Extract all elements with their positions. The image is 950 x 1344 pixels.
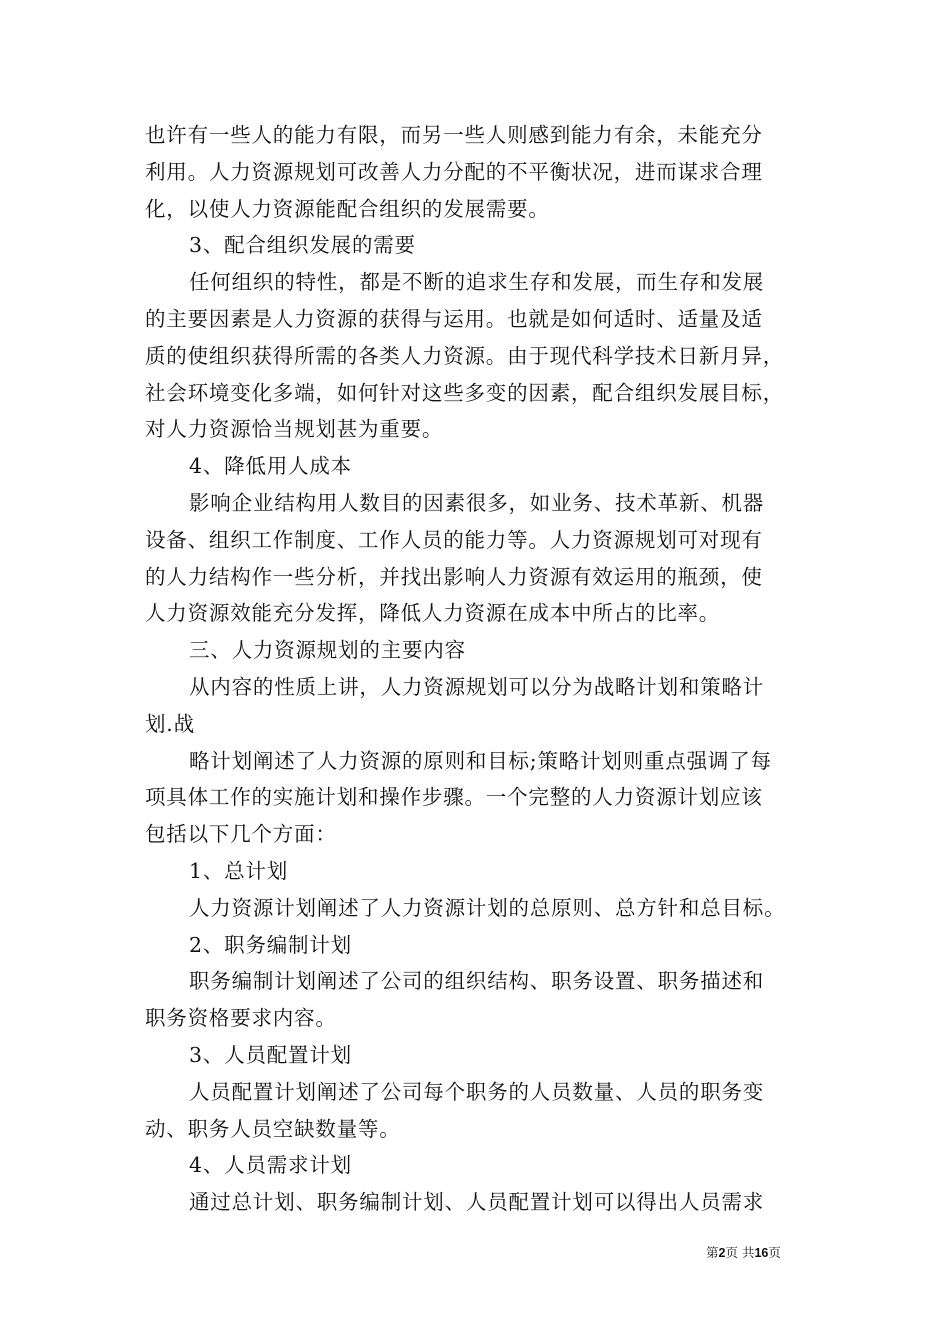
footer-prefix: 第 — [706, 1245, 719, 1260]
section-heading: 4、人员需求计划 — [189, 1153, 352, 1178]
section-heading: 3、配合组织发展的需要 — [189, 233, 416, 258]
text-line: 任何组织的特性，都是不断的追求生存和发展，而生存和发展 — [189, 270, 765, 295]
text-line: 职务资格要求内容。 — [145, 1006, 337, 1031]
text-line: 人力资源计划阐述了人力资源计划的总原则、总方针和总目标。 — [189, 895, 786, 920]
footer-total-pages: 16 — [754, 1246, 769, 1260]
text-line: 项具体工作的实施计划和操作步骤。一个完整的人力资源计划应该 — [145, 785, 763, 810]
section-heading: 1、总计划 — [189, 859, 289, 883]
text-line: 划.战 — [145, 711, 195, 736]
text-line: 也许有一些人的能力有限，而另一些人则感到能力有余，未能充分 — [145, 123, 763, 147]
text-line: 质的使组织获得所需的各类人力资源。由于现代科学技术日新月异， — [145, 343, 784, 368]
section-heading: 4、降低用人成本 — [189, 454, 352, 479]
text-line: 动、职务人员空缺数量等。 — [145, 1116, 401, 1141]
text-line: 利用。人力资源规划可改善人力分配的不平衡状况，进而谋求合理 — [145, 159, 763, 184]
text-line: 社会环境变化多端，如何针对这些多变的因素，配合组织发展目标， — [145, 380, 784, 405]
text-line: 人员配置计划阐述了公司每个职务的人员数量、人员的职务变 — [189, 1079, 765, 1104]
text-line: 设备、组织工作制度、工作人员的能力等。人力资源规划可对现有 — [145, 527, 763, 552]
text-line: 从内容的性质上讲，人力资源规划可以分为战略计划和策略计 — [189, 675, 765, 699]
text-line: 的主要因素是人力资源的获得与运用。也就是如何适时、适量及适 — [145, 307, 763, 331]
text-line: 略计划阐述了人力资源的原则和目标;策略计划则重点强调了每 — [189, 748, 772, 773]
footer-page-number: 2 — [718, 1246, 726, 1260]
text-line: 影响企业结构用人数目的因素很多，如业务、技术革新、机器 — [189, 491, 765, 515]
footer-middle: 页 共 — [725, 1245, 755, 1260]
text-line: 人力资源效能充分发挥，降低人力资源在成本中所占的比率。 — [145, 601, 721, 626]
text-line: 通过总计划、职务编制计划、人员配置计划可以得出人员需求 — [189, 1190, 765, 1215]
text-line: 包括以下几个方面： — [145, 822, 337, 847]
text-line: 对人力资源恰当规划甚为重要。 — [145, 417, 444, 442]
section-heading: 三、人力资源规划的主要内容 — [189, 638, 466, 663]
section-heading: 2、职务编制计划 — [189, 932, 352, 957]
section-heading: 3、人员配置计划 — [189, 1043, 352, 1067]
text-line: 化，以使人力资源能配合组织的发展需要。 — [145, 196, 550, 221]
page-footer — [706, 1243, 781, 1261]
footer-suffix: 页 — [768, 1245, 781, 1260]
text-line: 的人力结构作一些分析，并找出影响人力资源有效运用的瓶颈，使 — [145, 564, 763, 589]
text-line: 职务编制计划阐述了公司的组织结构、职务设置、职务描述和 — [189, 969, 765, 994]
